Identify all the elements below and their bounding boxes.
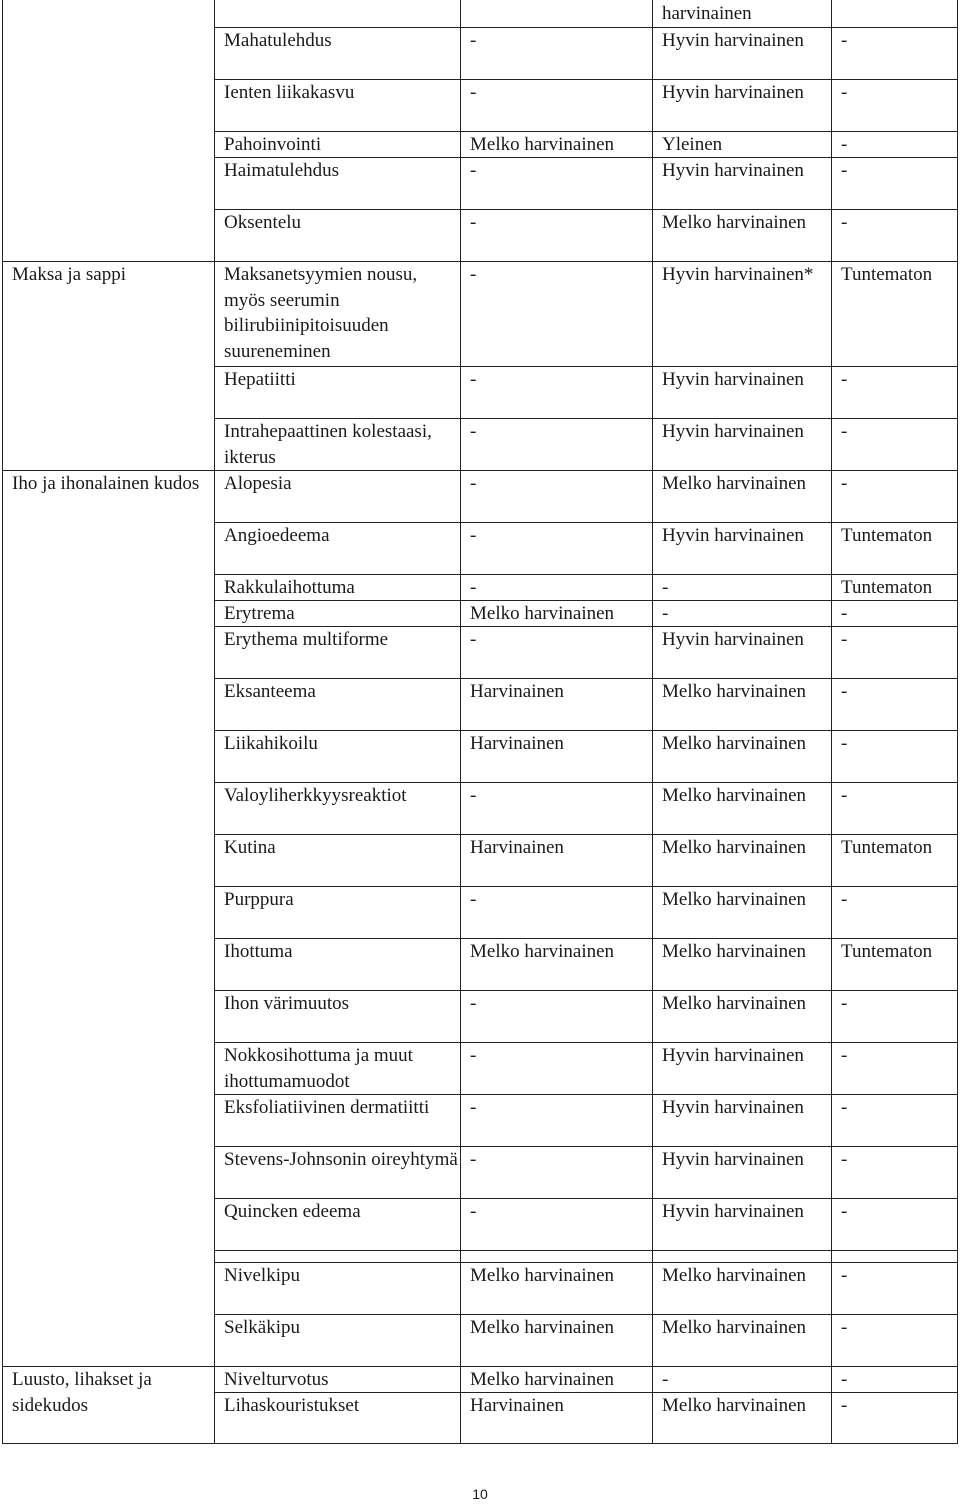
frequency-cell: - (841, 1149, 848, 1170)
reaction-name: Nivelturvotus (224, 1369, 329, 1390)
reaction-name: Erytrema (224, 603, 295, 624)
column-rule (2, 0, 3, 1444)
frequency-cell: - (470, 264, 477, 285)
frequency-cell: - (841, 733, 848, 754)
column-rule (460, 0, 461, 1444)
frequency-cell: - (470, 785, 477, 806)
frequency-cell: Melko harvinainen (662, 1317, 807, 1338)
frequency-cell: Melko harvinainen (470, 603, 615, 624)
frequency-cell: Tuntematon (841, 525, 933, 546)
frequency-cell: Melko harvinainen (662, 733, 807, 754)
frequency-cell: - (470, 212, 477, 233)
frequency-cell: Hyvin harvinainen (662, 1149, 804, 1170)
organ-class-label: Maksa ja sappi (12, 264, 126, 285)
frequency-cell: - (841, 473, 848, 494)
frequency-cell: Hyvin harvinainen (662, 629, 804, 650)
frequency-cell: - (841, 785, 848, 806)
frequency-cell: Melko harvinainen (662, 889, 807, 910)
reaction-name: Hepatiitti (224, 369, 296, 390)
reaction-name: Valoyliherkkyysreaktiot (224, 785, 407, 806)
frequency-cell: - (841, 369, 848, 390)
reaction-name: Kutina (224, 837, 276, 858)
frequency-cell: Melko harvinainen (662, 941, 807, 962)
frequency-cell: - (470, 1097, 477, 1118)
frequency-cell: - (841, 889, 848, 910)
frequency-cell: Melko harvinainen (662, 473, 807, 494)
reaction-name: Alopesia (224, 473, 292, 494)
frequency-cell: Hyvin harvinainen (662, 421, 804, 442)
frequency-cell: - (470, 30, 477, 51)
frequency-cell: - (841, 1201, 848, 1222)
frequency-cell: Melko harvinainen (662, 785, 807, 806)
frequency-cell: Melko harvinainen (470, 1369, 615, 1390)
frequency-cell: - (841, 82, 848, 103)
column-rule (214, 0, 215, 1444)
frequency-cell: - (841, 681, 848, 702)
frequency-cell: - (662, 603, 669, 624)
frequency-cell: Melko harvinainen (662, 1265, 807, 1286)
organ-class-label: Luusto, lihakset ja sidekudos (12, 1369, 152, 1416)
reaction-name: Eksanteema (224, 681, 316, 702)
frequency-cell: - (470, 473, 477, 494)
frequency-cell: Tuntematon (841, 837, 933, 858)
row-rule (214, 1250, 957, 1251)
frequency-cell: Melko harvinainen (470, 1265, 615, 1286)
frequency-cell: - (841, 160, 848, 181)
frequency-cell: Harvinainen (470, 733, 564, 754)
column-rule (831, 0, 832, 1444)
reaction-name: Mahatulehdus (224, 30, 332, 51)
frequency-cell: Hyvin harvinainen (662, 1097, 804, 1118)
frequency-cell: - (470, 1149, 477, 1170)
frequency-cell: - (470, 1201, 477, 1222)
frequency-cell: Melko harvinainen (470, 941, 615, 962)
frequency-cell: - (470, 993, 477, 1014)
frequency-cell: Melko harvinainen (662, 837, 807, 858)
frequency-cell: - (470, 421, 477, 442)
frequency-cell: Hyvin harvinainen (662, 525, 804, 546)
reaction-name: Intrahepaattinen kolestaasi, ikterus (224, 421, 432, 468)
frequency-cell: - (841, 421, 848, 442)
frequency-cell: - (470, 577, 477, 598)
column-rule (957, 0, 958, 1444)
frequency-cell: - (470, 160, 477, 181)
table-bottom-rule (2, 1443, 958, 1444)
reaction-name: Erythema multiforme (224, 629, 389, 650)
reaction-name: Ienten liikakasvu (224, 82, 355, 103)
reaction-name: Stevens-Johnsonin oireyhtymä (224, 1149, 458, 1170)
organ-class-label: Iho ja ihonalainen kudos (12, 473, 200, 494)
frequency-cell: - (841, 1045, 848, 1066)
reaction-name: Maksanetsyymien nousu, myös seerumin bilirubiinipitoisuuden suureneminen (224, 264, 418, 362)
frequency-cell: Melko harvinainen (662, 681, 807, 702)
frequency-cell: Yleinen (662, 134, 723, 155)
frequency-cell: - (662, 1369, 669, 1390)
frequency-cell: - (841, 212, 848, 233)
frequency-cell: Tuntematon (841, 264, 933, 285)
frequency-cell: - (841, 1395, 848, 1416)
reaction-name: Haimatulehdus (224, 160, 340, 181)
reaction-name: Nokkosihottuma ja muut ihottumamuodot (224, 1045, 413, 1092)
frequency-cell: Melko harvinainen (662, 212, 807, 233)
frequency-cell: Hyvin harvinainen (662, 82, 804, 103)
frequency-cell: - (470, 629, 477, 650)
frequency-cell: Hyvin harvinainen (662, 30, 804, 51)
reaction-name: Ihottuma (224, 941, 293, 962)
frequency-cell: Melko harvinainen (662, 1395, 807, 1416)
page-number: 10 (472, 1486, 488, 1502)
frequency-cell: - (470, 525, 477, 546)
frequency-cell: - (841, 1265, 848, 1286)
reaction-name: Liikahikoilu (224, 733, 318, 754)
frequency-cell: - (841, 1317, 848, 1338)
frequency-cell: Harvinainen (470, 837, 564, 858)
reaction-name: Quincken edeema (224, 1201, 361, 1222)
reaction-name: Angioedeema (224, 525, 330, 546)
frequency-cell: Hyvin harvinainen (662, 160, 804, 181)
frequency-cell: - (841, 629, 848, 650)
frequency-cell: Harvinainen (470, 681, 564, 702)
reaction-name: Lihaskouristukset (224, 1395, 360, 1416)
frequency-cell: Hyvin harvinainen* (662, 264, 814, 285)
frequency-cell: - (841, 1097, 848, 1118)
frequency-cell: - (841, 603, 848, 624)
frequency-cell: - (662, 577, 669, 598)
frequency-cell: - (470, 369, 477, 390)
frequency-cell: - (841, 1369, 848, 1390)
frequency-cell: Tuntematon (841, 577, 933, 598)
reaction-name: Selkäkipu (224, 1317, 300, 1338)
frequency-cell: - (470, 82, 477, 103)
frequency-cell: - (470, 1045, 477, 1066)
frequency-cell: Hyvin harvinainen (662, 1201, 804, 1222)
reaction-name: Rakkulaihottuma (224, 577, 355, 598)
frequency-cell: - (841, 134, 848, 155)
frequency-cell: harvinainen (662, 3, 752, 24)
frequency-cell: Tuntematon (841, 941, 933, 962)
reaction-name: Eksfoliatiivinen dermatiitti (224, 1097, 430, 1118)
reaction-name: Nivelkipu (224, 1265, 300, 1286)
frequency-cell: - (841, 993, 848, 1014)
frequency-cell: - (841, 30, 848, 51)
frequency-cell: Melko harvinainen (470, 134, 615, 155)
reaction-name: Ihon värimuutos (224, 993, 350, 1014)
frequency-cell: Hyvin harvinainen (662, 1045, 804, 1066)
column-rule (652, 0, 653, 1444)
frequency-cell: - (470, 889, 477, 910)
reaction-name: Oksentelu (224, 212, 302, 233)
reaction-name: Pahoinvointi (224, 134, 322, 155)
frequency-cell: Harvinainen (470, 1395, 564, 1416)
frequency-cell: Hyvin harvinainen (662, 369, 804, 390)
frequency-cell: Melko harvinainen (470, 1317, 615, 1338)
frequency-cell: Melko harvinainen (662, 993, 807, 1014)
reaction-name: Purppura (224, 889, 294, 910)
